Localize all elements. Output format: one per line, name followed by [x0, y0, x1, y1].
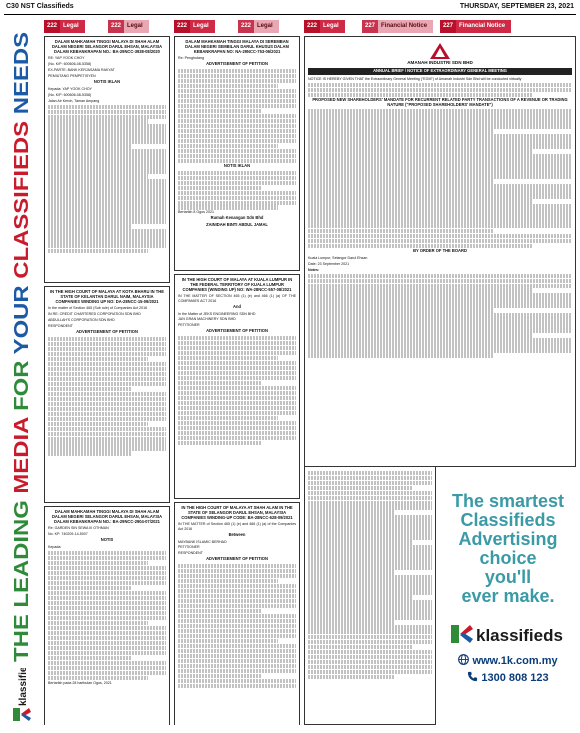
notice-heading: ANNUAL BRIEF / NOTICE OF EXTRAORDINARY GENERAL MEETING [308, 68, 572, 75]
notice-subtitle: ADVERTISEMENT OF PETITION [206, 556, 268, 562]
tab-number: 227 [362, 20, 378, 33]
ad-website[interactable] [440, 654, 576, 668]
notice-line: (No. K/P: 600606-08-5358) [48, 92, 92, 97]
page-label: C30 NST Classifieds [6, 3, 74, 10]
slogan-part: FOR [10, 362, 33, 411]
company-emblem-icon [429, 42, 451, 60]
section-tab [108, 20, 149, 33]
tab-number: 222 [108, 20, 124, 33]
legal-notice [174, 274, 300, 499]
klassifieds-logo-vertical [9, 668, 35, 723]
ad-brand-logo [449, 622, 567, 646]
notice-subtitle: ADVERTISEMENT OF PETITION [206, 328, 268, 334]
section-tabs [440, 20, 576, 33]
section-tab [304, 20, 345, 33]
notice-subtitle: NOTIS IKLAN [223, 162, 251, 168]
tab-label: Legal [320, 20, 345, 33]
notice-subtitle: NOTIS IKLAN [93, 79, 121, 85]
notice-line: And [233, 303, 241, 309]
column-1 [44, 20, 170, 725]
legal-notice [44, 506, 170, 725]
notice-line: No. KP: 740209-14-5007 [48, 532, 88, 537]
klassifieds-advert [440, 470, 576, 725]
notice-title: IN THE HIGH COURT OF MALAYA AT SHAH ALAM IN THE STATE OF SELANGOR DARUL EHSAN, MALAYSIA COMPANIES WINDING-UP CODE: BA-28NCC-628-09/2021 [181, 505, 293, 520]
notice-title: IN THE HIGH COURT OF MALAYA AT KUALA LUMPUR IN THE FEDERAL TERRITORY OF KUALA LUMPUR COMPANIES (WINDING UP) NO: WA-28NCC-557-08/2021 [181, 277, 293, 292]
ad-headline-line: Advertising [458, 529, 558, 549]
notice-line: Re: GARDEN SIN SEWA III OTHMAN [48, 526, 109, 531]
notice-line: IN THE MATTER OF SECTION 465 (1) (e) and 466 (1) (a) OF THE COMPANIES ACT 2016 [178, 294, 296, 303]
notice-line: Notes: [308, 267, 320, 272]
slogan-part: CLASSIFIEDS [10, 137, 33, 279]
notice-line: Between [228, 531, 246, 537]
section-tab [362, 20, 433, 33]
page-header [4, 2, 576, 15]
sidebar-brand-text: klassifieds [18, 668, 29, 706]
section-tab [44, 20, 85, 33]
sidebar-logo [9, 668, 35, 723]
notice-line: Date: 23 September 2021 [308, 261, 350, 266]
ad-headline-line: The smartest [451, 491, 565, 511]
section-tab [440, 20, 511, 33]
notice-signature: ZAINIDAH BINTI ABDUL JAMAL [206, 222, 268, 228]
notice-line: RESPONDENT [48, 324, 73, 329]
notice-line: Bertarikh 8 Ogos 2021 [178, 210, 214, 215]
notice-line: Kepada: [48, 545, 62, 549]
tab-label: Legal [124, 20, 149, 33]
section-tab [238, 20, 279, 33]
ad-website-text: www.1k.com.my [472, 654, 558, 667]
notice-line: RE: YAP YOOK CHOY [48, 56, 85, 61]
slogan-part: THE LEADING [10, 517, 33, 662]
k-mark-icon [13, 708, 31, 721]
notice-line: IN THE MATTER of Section 465 (1) (e) and 466 (1) (a) of the Companies Act 2016 [178, 522, 296, 531]
notice-title: DALAM MAHKAMAH TINGGI MALAYA DI SEREMBAN DALAM NEGERI SEMBILAN DARUL KHUSUS DALAM KEBANKRAPAN NO: NA-29NCC-753-06/2021 [185, 39, 289, 54]
slogan-part: MEDIA [10, 422, 33, 494]
notice-signature: Rumah Kenangan Sdn Bhd [210, 215, 264, 221]
svg-text:THE LEADING MEDIA FOR YOUR CLA [10, 32, 33, 662]
notice-line: ABDULLAH'S CORPORATION SDN BHD [48, 318, 115, 323]
notice-subtitle: ADVERTISEMENT OF PETITION [206, 61, 268, 67]
notice-line: NOTICE IS HEREBY GIVEN THAT the Extraordinary General Meeting ("EGM") of Amanah Industri Sdn Bhd will be conducted virtually [308, 77, 522, 81]
ad-phone-text: 1300 808 123 [481, 671, 549, 684]
sidebar-banner [6, 20, 36, 725]
notice-line: Kepada: YAP YOOK CHOY [48, 86, 92, 91]
tab-number: 222 [174, 20, 190, 33]
notice-line: Re: Penghutang [178, 56, 204, 61]
phone-icon [467, 671, 478, 685]
section-tab [174, 20, 215, 33]
tab-label: Legal [190, 20, 215, 33]
ad-headline-line: Classifieds [460, 510, 556, 530]
legal-notice [174, 36, 300, 271]
financial-notice [304, 36, 576, 467]
notice-title: DALAM MAHKAMAH TINGGI MALAYA DI SHAH ALAM DALAM NEGERI SELANGOR DARUL EHSAN, MALAYSIA DALAM KEBANKRAPAN NO.: BA-29NCC-2904-07/2021 [51, 509, 163, 524]
tab-label: Legal [60, 20, 85, 33]
ad-headline-line: you'll [484, 567, 532, 587]
notice-subtitle: NOTIS [100, 537, 114, 543]
company-logo [308, 42, 572, 61]
tab-number: 222 [238, 20, 254, 33]
ad-phone[interactable] [440, 671, 576, 685]
notice-line: Kuala Lumpur, Selangor Darul Ehsan [308, 255, 368, 260]
notice-line: (No. K/P: 600606-08-5358) [48, 62, 92, 67]
section-tabs [174, 20, 300, 33]
tab-label: Financial Notice [378, 20, 433, 33]
section-tabs [44, 20, 170, 33]
notice-line: Bertarikh pada 28 haribulan Ogos, 2021 [48, 680, 112, 685]
notice-title: IN THE HIGH COURT OF MALAYA AT KOTA BHARU IN THE STATE OF KELANTAN DARUL NAIM, MALAYSIA COMPANIES WINDING UP NO: DA-28NCC-15-09/2021 [50, 289, 164, 304]
ad-headline-line: choice [479, 548, 537, 568]
notice-line: MAYBANK ISLAMIC BERHAD [178, 539, 227, 544]
legal-notice-continued [304, 466, 436, 725]
legal-notice [174, 502, 300, 725]
company-name: AMANAH INDUSTRI SDN BHD [407, 60, 473, 66]
slogan-svg [9, 26, 35, 666]
notice-title: DALAM MAHKAMAH TINGGI MALAYA DI SHAH ALAM DALAM NEGERI SELANGOR DARUL EHSAN, MALAYSIA DALAM KEBANKRAPAN NO.: BA-29NCC-3938-08/2020 [51, 39, 163, 54]
ad-headline [440, 492, 576, 606]
k-mark-icon [451, 625, 473, 643]
klassifieds-logo [449, 622, 567, 646]
notice-line: RESPONDENT [178, 551, 203, 556]
globe-icon [458, 654, 469, 668]
legal-notice [44, 286, 170, 503]
notice-line: In the matter of Section 465 (Sub rule) of Companies Act 2016 [48, 306, 148, 311]
notice-line: PETITIONER [178, 545, 200, 550]
notice-subtitle: ADVERTISEMENT OF PETITION [76, 329, 138, 335]
legal-notice [44, 36, 170, 283]
tab-label: Legal [254, 20, 279, 33]
notice-signature: BY ORDER OF THE BOARD [413, 248, 467, 254]
notice-line: PETITIONER [178, 323, 200, 328]
notice-line: Jalan Air Keroh, Taman Ampang [48, 98, 100, 103]
slogan-part: YOUR [10, 289, 33, 355]
notice-line: EX-PARTE: BANK KERJASAMA RAKYAT [48, 68, 115, 73]
notice-subtitle: PROPOSED NEW SHAREHOLDERS' MANDATE FOR RECURRENT RELATED PARTY TRANSACTIONS OF A REVENUE OR TRADING NATURE ("PROPOSED SHAREHOLDERS' MANDATE") [312, 96, 568, 107]
tab-number: 222 [304, 20, 320, 33]
ad-headline-line: ever make. [461, 586, 555, 606]
tab-label: Financial Notice [456, 20, 511, 33]
notice-line: IN RE: CREDIT CHARTERED CORPORATION SDN BHD [48, 312, 141, 317]
notice-line: In the Matter of JEKS ENGINEERING SDN BHD [178, 311, 256, 316]
ad-brand-text: klassifieds [476, 626, 563, 645]
column-2 [174, 20, 300, 725]
section-tabs [304, 20, 436, 33]
notice-line: PEMIUTANG PEMPETISYEN [48, 74, 96, 79]
tab-number: 222 [44, 20, 60, 33]
slogan-vertical [9, 26, 35, 666]
tab-number: 227 [440, 20, 456, 33]
page-date: THURSDAY, SEPTEMBER 23, 2021 [459, 3, 574, 10]
slogan-part: NEEDS [10, 43, 33, 115]
notice-line: JAN GRAN MACHINERY SDN BHD [178, 317, 236, 322]
